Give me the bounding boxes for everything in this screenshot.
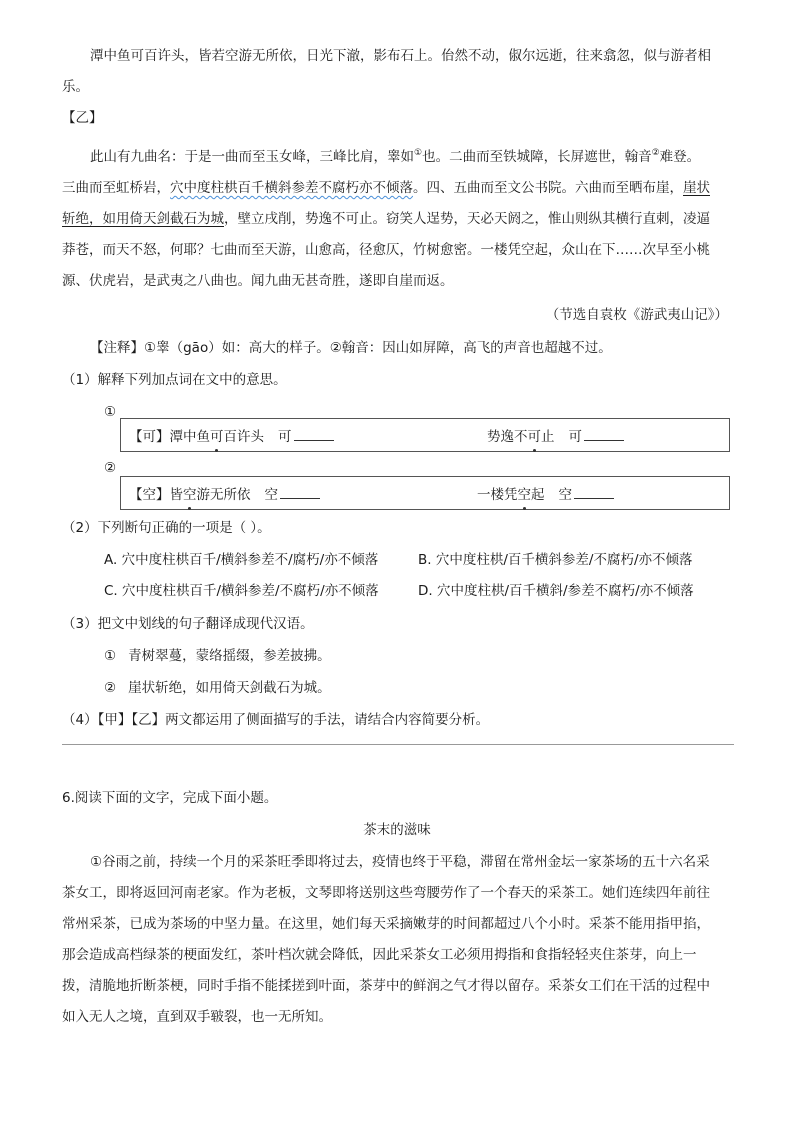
box-text: 止 bbox=[541, 429, 555, 445]
yi-paragraph-line-2 bbox=[62, 178, 710, 198]
q3-item-2 bbox=[104, 678, 331, 698]
article-line-5: 拨，清脆地折断茶梗，同时手指不能揉搓到叶面，茶芽中的鲜润之气才得以留存。采茶女工们在干活的过程中 bbox=[62, 978, 710, 994]
yi-label: 【乙】 bbox=[62, 110, 103, 126]
yi-text: 也。二曲而至铁城障，长屏遮世，翰音 bbox=[422, 149, 652, 165]
q1-box-1 bbox=[120, 418, 730, 452]
wavy-underlined-sentence: 穴中度柱栱百千横斜参差不腐朽亦不倾落 bbox=[170, 180, 413, 196]
q1-box-2-right bbox=[477, 484, 614, 505]
question-1: （1）解释下列加点词在文中的意思。 bbox=[62, 372, 287, 388]
box-text: 【空】皆 bbox=[129, 487, 183, 503]
answer-blank[interactable] bbox=[294, 426, 334, 441]
yi-paragraph-line-1 bbox=[90, 147, 700, 169]
q1-item-1-number: ① bbox=[104, 404, 117, 420]
jia-line-2: 乐。 bbox=[62, 79, 89, 95]
dotted-word: 可 bbox=[210, 429, 224, 445]
yi-text: 此山有九曲名：于是一曲而至玉女峰，三峰比肩，睾如 bbox=[90, 149, 414, 165]
jia-line-1: 潭中鱼可百许头，皆若空游无所依，日光下澈，影布石上。佁然不动，俶尔远逝，往来翕忽，似与游者相 bbox=[90, 48, 711, 64]
option-a[interactable]: A. 穴中度柱栱百千/横斜参差不/腐朽/亦不倾落 bbox=[104, 552, 379, 568]
q3-item-1 bbox=[104, 646, 331, 666]
box-text: 游无所依 bbox=[196, 487, 251, 503]
article-line-6: 如入无人之境，直到双手皲裂，也一无所知。 bbox=[62, 1009, 332, 1025]
option-c[interactable]: C. 穴中度柱栱百千/横斜参差/不腐朽/亦不倾落 bbox=[104, 583, 379, 599]
q1-box-1-right bbox=[487, 426, 624, 447]
footnote-marker-2: ② bbox=[651, 148, 660, 158]
article-line-2: 茶女工，即将返回河南老家。作为老板，文琴即将送别这些弯腰劳作了一个春天的采茶工。她们连续四年前往 bbox=[62, 885, 710, 901]
question-3: （3）把文中划线的句子翻译成现代汉语。 bbox=[62, 616, 314, 632]
yi-paragraph-line-4: 莽苍，而天不怒，何耶？七曲而至天游，山愈高，径愈仄，竹树愈密。一楼凭空起，众山在下……次早至小桃 bbox=[62, 242, 710, 258]
yi-paragraph-line-3 bbox=[62, 209, 710, 229]
article-line-1: ①谷雨之前，持续一个月的采茶旺季即将过去，疫情也终于平稳，滞留在常州金坛一家茶场的五十六名采 bbox=[90, 854, 710, 870]
box-text: 【可】潭中鱼 bbox=[129, 429, 210, 445]
dotted-word: 可 bbox=[527, 429, 541, 445]
box-text: 起 bbox=[531, 487, 545, 503]
yi-text: 难登。 bbox=[659, 149, 701, 165]
answer-blank[interactable] bbox=[280, 484, 320, 499]
key-word: 空 bbox=[264, 487, 278, 503]
box-text: 百许头 bbox=[223, 429, 264, 445]
q1-box-2-left bbox=[129, 484, 320, 505]
footnote-marker-1: ① bbox=[414, 148, 423, 158]
question-2: （2）下列断句正确的一项是（ ）。 bbox=[62, 520, 271, 536]
underlined-sentence-end: 斩绝，如用倚天剑截石为城 bbox=[62, 211, 224, 227]
yi-paragraph-line-5: 源、伏虎岩，是武夷之八曲也。闻九曲无甚奇胜，遂即自崖而返。 bbox=[62, 273, 454, 289]
annotation-note: 【注释】①睾（gāo）如：高大的样子。②翰音：因山如屏障，高飞的声音也超越不过。 bbox=[90, 340, 612, 356]
box-text: 一楼凭 bbox=[477, 487, 518, 503]
q1-box-1-left bbox=[129, 426, 334, 447]
underlined-sentence-start: 崖状 bbox=[683, 180, 710, 196]
answer-blank[interactable] bbox=[574, 484, 614, 499]
dotted-word: 空 bbox=[183, 487, 197, 503]
yi-text: 。四、五曲而至文公书院。六曲而至晒布崖， bbox=[413, 180, 683, 196]
box-text: 势逸不 bbox=[487, 429, 528, 445]
key-word: 可 bbox=[568, 429, 582, 445]
article-title: 茶末的滋味 bbox=[363, 822, 431, 838]
section-6-intro: 6.阅读下面的文字，完成下面小题。 bbox=[62, 790, 278, 806]
key-word: 可 bbox=[278, 429, 292, 445]
source-citation: （节选自袁枚《游武夷山记》） bbox=[545, 307, 728, 323]
item-text: 崖状斩绝，如用倚天剑截石为城。 bbox=[128, 680, 331, 696]
item-number: ② bbox=[104, 680, 117, 696]
option-b[interactable]: B. 穴中度柱栱/百千横斜参差/不腐朽/亦不倾落 bbox=[418, 552, 693, 568]
item-number: ① bbox=[104, 648, 117, 664]
section-divider bbox=[62, 744, 734, 745]
q1-box-2 bbox=[120, 476, 730, 510]
dotted-word: 空 bbox=[517, 487, 531, 503]
answer-blank[interactable] bbox=[584, 426, 624, 441]
item-text: 青树翠蔓，蒙络摇缀，参差披拂。 bbox=[128, 648, 331, 664]
yi-text: 三曲而至虹桥岩， bbox=[62, 180, 170, 196]
yi-text: ，壁立戌削，势逸不可止。窃笑人逞势，天必天阏之，惟山则纵其横行直刺，凌逼 bbox=[224, 211, 710, 227]
article-line-3: 常州采茶，已成为茶场的中坚力量。在这里，她们每天采摘嫩芽的时间都超过八个小时。采茶不能用指甲掐， bbox=[62, 916, 710, 932]
article-line-4: 那会造成高档绿茶的梗面发红，茶叶档次就会降低，因此采茶女工必须用拇指和食指轻轻夹住茶芽，向上一 bbox=[62, 947, 697, 963]
question-4: （4）【甲】【乙】两文都运用了侧面描写的手法，请结合内容简要分析。 bbox=[62, 712, 490, 728]
key-word: 空 bbox=[558, 487, 572, 503]
q1-item-2-number: ② bbox=[104, 460, 117, 476]
option-d[interactable]: D. 穴中度柱栱/百千横斜/参差不腐朽/亦不倾落 bbox=[418, 583, 694, 599]
